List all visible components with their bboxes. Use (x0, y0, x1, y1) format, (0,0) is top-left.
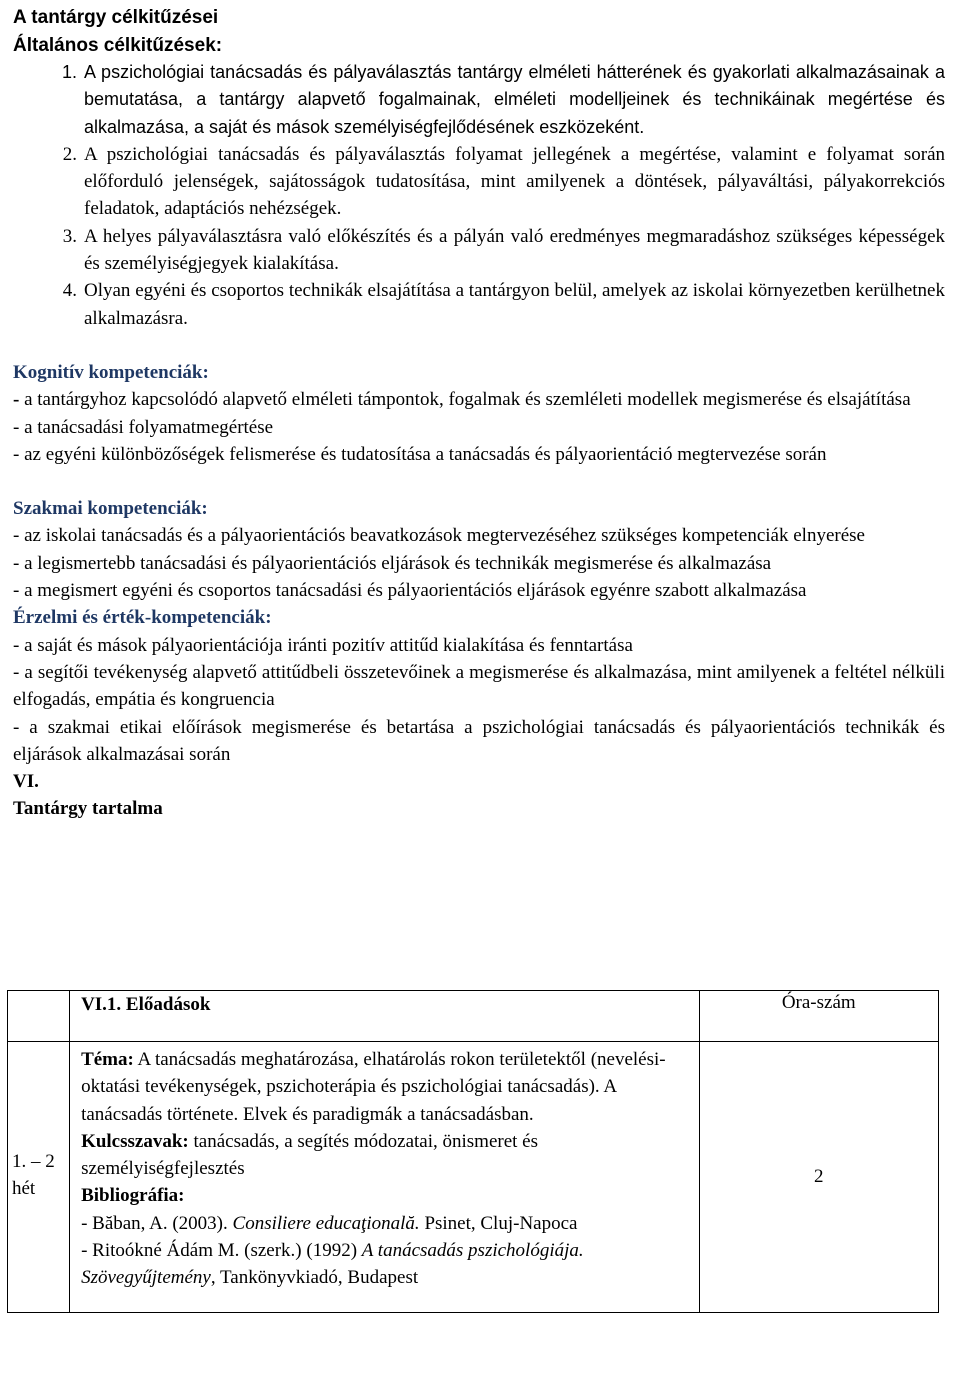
reference-1 (81, 1210, 698, 1237)
section-number: VI. (13, 771, 39, 793)
emotional-item: - a szakmai etikai előírások megismerése és betartása a pszichológiai tanácsadás és pályaorientációs technikák és eljárások alkalmazásai során (13, 716, 945, 765)
goal-number: 3. (62, 225, 77, 247)
goal-text: A helyes pályaválasztásra való előkészítés és a pályán való eredményes megmaradáshoz szükséges képességek és személyiségjegyek kialakítása. (84, 225, 945, 275)
goals-list (13, 59, 945, 332)
goal-text: A pszichológiai tanácsadás és pályaválasztás tantárgy elméleti hátterének és gyakorlati alkalmazásainak a bemutatása, a tantárgy alapvető fogalmainak, elméleti modelljeinek és technikáinak megértése és alkalmazása, a saját és mások személyiségfejlődésének eszközeként. (84, 62, 945, 137)
objectives-title: A tantárgy célkitűzései (13, 7, 219, 28)
dash: - (13, 389, 20, 411)
emotional-item: - a saját és mások pályaorientációja iránti pozitív attitűd kialakítása és fenntartása (13, 634, 633, 656)
emotional-item: - a segítői tevékenység alapvető attitűdbeli összetevőinek a megismerése és alkalmazása, mint amilyenek a feltétel nélküli elfogadás, empátia és kongruencia (13, 661, 945, 711)
general-objectives-title: Általános célkitűzések: (13, 34, 223, 56)
reference-1-publisher: Psinet, Cluj-Napoca (419, 1212, 578, 1234)
cognitive-item: - az egyéni különbözőségek felismerése és tudatosítása a tanácsadás és pályaorientáció megtervezése során (13, 443, 827, 465)
reference-1-title: Consiliere educaţională. (232, 1212, 420, 1234)
lectures-title: VI.1. Előadások (70, 991, 699, 1042)
professional-item: - a legismertebb tanácsadási és pályaorientációs eljárások és technikák megismerése és alkalmazása (13, 552, 772, 574)
cognitive-item-text: a tantárgyhoz kapcsolódó alapvető elméleti támpontok, fogalmak és szemléleti modellek megismerése és elsajátítása (19, 389, 911, 411)
hours-header: Óra-szám (699, 990, 939, 1041)
page (13, 4, 945, 823)
professional-title: Szakmai kompetenciák: (13, 498, 208, 520)
professional-item: - a megismert egyéni és csoportos tanácsadási és pályaorientációs eljárások egyénre szabott alkalmazása (13, 580, 807, 602)
reference-2-publisher: , Tankönyvkiadó, Budapest (210, 1267, 419, 1289)
goal-number: 1. (61, 62, 77, 82)
bibliography-label: Bibliográfia: (81, 1185, 185, 1207)
topic-label: Téma: (81, 1049, 134, 1070)
table-header-row (8, 991, 939, 1042)
goal-item (13, 277, 945, 332)
section-title: Tantárgy tartalma (13, 798, 163, 820)
week-cell: 1. – 2 hét (8, 1042, 70, 1313)
reference-1-author: - Băban, A. (2003). (81, 1212, 233, 1234)
cognitive-title: Kognitív kompetenciák: (13, 361, 209, 383)
keywords-label: Kulcsszavak: (81, 1130, 189, 1152)
topic (81, 1046, 698, 1128)
goal-text: A pszichológiai tanácsadás és pályaválasztás folyamat jellegének a megértése, valamint e folyamat során előforduló jelenségek, sajátosságok tudatosítása, mint amilyenek a döntések, pályaváltási, pályakorrekciós feladatok, adaptációs nehézségek. (84, 143, 945, 220)
keywords-text: tanácsadás, a segítés módozatai, önismeret és személyiségfejlesztés (81, 1130, 539, 1180)
goal-item (13, 59, 945, 141)
hours-cell: 2 (699, 1042, 939, 1313)
goal-item (13, 141, 945, 223)
week-header-cell (8, 991, 70, 1042)
goal-number: 2. (62, 143, 77, 165)
emotional-title: Érzelmi és érték-kompetenciák: (13, 607, 272, 629)
cognitive-item (13, 386, 945, 413)
cognitive-item: - a tanácsadási folyamatmegértése (13, 416, 274, 438)
content-table (7, 990, 939, 1313)
goal-number: 4. (62, 280, 77, 302)
reference-2 (81, 1237, 698, 1292)
table-row (8, 1042, 939, 1313)
topic-text: A tanácsadás meghatározása, elhatárolás rokon területektől (nevelési-oktatási tevékenységek, pszichoterápia és pszichológiai tanácsadás). A tanácsadás története. Elvek és paradigmák a tanácsadásban. (81, 1049, 666, 1125)
topic-cell (70, 1042, 699, 1313)
keywords (81, 1128, 698, 1183)
reference-2-author: - Ritoókné Ádám M. (szerk.) (1992) (81, 1240, 362, 1262)
professional-item: - az iskolai tanácsadás és a pályaorientációs beavatkozások megtervezéséhez szükséges kompetenciák elnyerése (13, 525, 865, 547)
reference-2-title: A tanácsadás pszichológiája. Szövegyűjtemény (81, 1240, 584, 1289)
goal-text: Olyan egyéni és csoportos technikák elsajátítása a tantárgyon belül, amelyek az iskolai környezetben kerülhetnek alkalmazásra. (84, 280, 945, 329)
goal-item (13, 223, 945, 278)
